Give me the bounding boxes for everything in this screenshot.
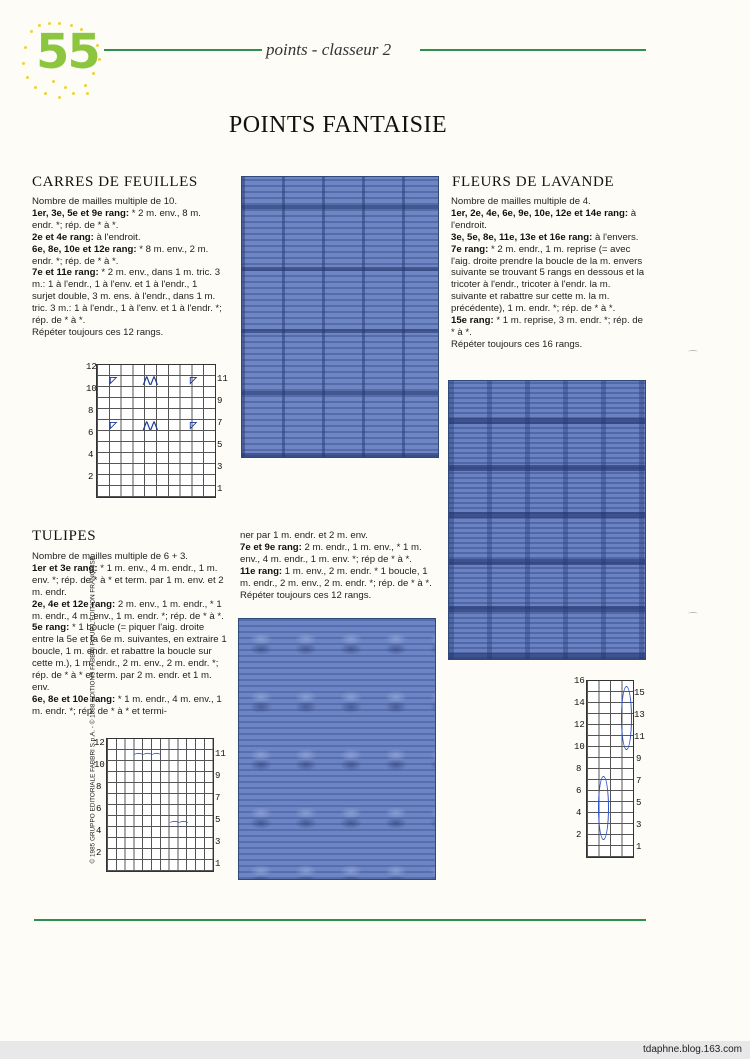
tulipes-instructions-continued [240, 530, 436, 601]
tulipes-intro: Nombre de mailles multiple de 6 + 3. [32, 551, 188, 562]
carres-title: CARRES DE FEUILLES [32, 174, 198, 190]
chart-row-number: 11 [634, 732, 645, 742]
footer-rule [34, 919, 646, 921]
fleurs-intro: Nombre de mailles multiple de 4. [451, 196, 591, 207]
chart-row-number: 4 [88, 450, 94, 460]
chart-row-number: 9 [217, 396, 223, 406]
chart-row-number: 7 [217, 418, 223, 428]
chart-row-number: 7 [636, 776, 642, 786]
tulipes-row-text: * 1 boucle (= piquer l'aig. droite entre la 5e et la 6e m. suivantes, en extraire 1 boucle, 1 m. endr. et rabattre la boucle sur cette m.), 1 m. endr., 2 m. env., 2 m. endr. *; rép. de * à * et term. par 2 m. endr. et 1 m. env. [32, 622, 227, 693]
carres-row-label: 2e et 4e rang: [32, 231, 94, 243]
chart-row-number: 7 [215, 793, 221, 803]
chart-row-number: 10 [574, 742, 585, 752]
fleurs-row-text: à l'envers. [592, 231, 639, 243]
carres-outro: Répéter toujours ces 12 rangs. [32, 326, 164, 338]
chart-row-number: 12 [86, 362, 97, 372]
binder-hole-mark [688, 350, 698, 353]
tulipes-chart [94, 736, 234, 876]
carres-instructions [32, 196, 222, 339]
fleurs-chart [574, 676, 654, 866]
fleurs-row-label: 1er, 2e, 4e, 6e, 9e, 10e, 12e et 14e rang: [451, 207, 629, 219]
page-title: POINTS FANTAISIE [228, 112, 448, 138]
tulipes-instructions [32, 551, 228, 718]
carres-row-label: 7e et 11e rang: [32, 267, 99, 279]
footer-bar [0, 1041, 750, 1059]
chart-row-number: 14 [574, 698, 585, 708]
carres-swatch-photo [241, 176, 439, 458]
chart-row-number: 6 [88, 428, 94, 438]
chart-row-number: 3 [215, 837, 221, 847]
lift-loop-symbol [598, 776, 609, 840]
chart-row-number: 5 [217, 440, 223, 450]
fleurs-row-text: à l'endroit. [451, 207, 637, 231]
chart-row-number: 6 [576, 786, 582, 796]
tulipes-row-label: 6e, 8e et 10e rang: [32, 693, 116, 705]
chart-row-number: 8 [576, 764, 582, 774]
chart-row-number: 1 [215, 859, 221, 869]
chart-row-number: 4 [576, 808, 582, 818]
decrease-symbol: ◸ [110, 420, 117, 430]
fleurs-row-label: 15e rang: [451, 315, 494, 327]
fleurs-swatch-photo [448, 380, 646, 660]
carres-row-label: 6e, 8e, 10e et 12e rang: [32, 243, 137, 255]
chart-row-number: 10 [86, 384, 97, 394]
chart-row-number: 12 [574, 720, 585, 730]
tulipes-row-label: 1er et 3e rang: [32, 562, 98, 574]
tulipes-row-label: 7e et 9e rang: [240, 541, 302, 553]
loop-symbol: ⌒⌒ [170, 821, 189, 831]
chart-row-number: 13 [634, 710, 645, 720]
header-rule-right [420, 49, 646, 51]
fleurs-title: FLEURS DE LAVANDE [452, 174, 615, 190]
tulipes-continuation: ner par 1 m. endr. et 2 m. env. [240, 530, 368, 541]
chart-row-number: 9 [636, 754, 642, 764]
chart-row-number: 3 [217, 462, 223, 472]
double-decrease-symbol: ⋀⋀ [143, 420, 158, 430]
side-copyright: © 1985 GRUPPO EDITORIALE FABBRI S.p.A. - © 1988 EDITIONS FABBRI POUR L'EDITION FRANÇAISE [89, 556, 97, 864]
decrease-symbol: ◸ [190, 375, 197, 385]
fleurs-row-text: * 1 m. reprise, 3 m. endr. *; rép. de * à *. [451, 315, 643, 338]
tulipes-row-text: 1 m. env., 2 m. endr. * 1 boucle, 1 m. endr., 2 m. env., 2 m. endr. *; rép. de * à *. [240, 565, 432, 589]
binder-hole-mark [688, 612, 698, 615]
chart-row-number: 4 [96, 826, 102, 836]
carres-row-text: * 2 m. env., 8 m. endr. *; rép. de * à *. [32, 207, 201, 231]
chart-row-number: 8 [96, 782, 102, 792]
carres-row-text: à l'endroit. [93, 231, 141, 243]
series-title: points - classeur 2 [266, 40, 392, 59]
fleurs-row-text: * 2 m. endr., 1 m. reprise (= avec l'aig. droite prendre la boucle de la m. envers suivante se trouvant 5 rangs en dessous et la tricoter à l'endr., tricoter à l'endr. la m. suivante et rabattre sur cette m. la m. précédente), 1 m. endr. *; rép. de * à *. [451, 243, 645, 315]
decrease-symbol: ◸ [110, 375, 117, 385]
tulipes-row-text: * 1 m. env., 4 m. endr., 1 m. env. *; rép. de * à * et term. par 1 m. env. et 2 m. endr. [32, 562, 224, 598]
tulipes-swatch-photo [238, 618, 436, 880]
tulipes-row-label: 11e rang: [240, 565, 283, 577]
chart-row-number: 11 [217, 374, 228, 384]
footer-watermark: tdaphne.blog.163.com [643, 1044, 742, 1055]
chart-row-number: 11 [215, 749, 226, 759]
header-rule-left [104, 49, 262, 51]
chart-row-number: 15 [634, 688, 645, 698]
chart-row-number: 3 [636, 820, 642, 830]
tulipes-title: TULIPES [32, 528, 97, 544]
tulipes-row-text: 2 m. env., 1 m. endr., * 1 m. endr., 4 m. env., 1 m. endr. *; rép. de * à *. [32, 598, 224, 622]
chart-row-number: 8 [88, 406, 94, 416]
chart-row-number: 10 [94, 760, 105, 770]
chart-row-number: 9 [215, 771, 221, 781]
fleurs-row-label: 3e, 5e, 8e, 11e, 13e et 16e rang: [451, 231, 593, 243]
carres-chart [86, 364, 236, 504]
page-number: 55 [36, 24, 99, 80]
tulipes-row-label: 2e, 4e et 12e rang: [32, 598, 116, 610]
chart-row-number: 1 [636, 842, 642, 852]
chart-row-number: 1 [217, 484, 223, 494]
tulipes-row-text: * 1 m. endr., 4 m. env., 1 m. endr. *; rép. de * à * et termi- [32, 693, 222, 717]
chart-row-number: 2 [96, 848, 102, 858]
chart-row-number: 5 [215, 815, 221, 825]
chart-row-number: 2 [576, 830, 582, 840]
loop-symbol: ⌒⌒⌒ [134, 753, 162, 763]
carres-row-label: 1er, 3e, 5e et 9e rang: [32, 207, 130, 219]
chart-row-number: 2 [88, 472, 94, 482]
lift-loop-symbol [621, 686, 632, 750]
tulipes-outro: Répéter toujours ces 12 rangs. [240, 589, 372, 601]
decrease-symbol: ◸ [190, 420, 197, 430]
fleurs-outro: Répéter toujours ces 16 rangs. [451, 338, 583, 350]
tulipes-row-label: 5e rang: [32, 622, 70, 634]
fleurs-row-label: 7e rang: [451, 243, 489, 255]
chart-row-number: 16 [574, 676, 585, 686]
chart-row-number: 5 [636, 798, 642, 808]
double-decrease-symbol: ⋀⋀ [143, 375, 158, 385]
carres-row-text: * 2 m. env., dans 1 m. tric. 3 m.: 1 à l'endr., 1 à l'env. et 1 à l'endr., 1 surjet double, 3 m. ens. à l'endr., dans 1 m. tric. 3 m.: 1 à l'endr., 1 à l'env. et 1 à l'endr. *; rép. de * à *. [32, 267, 222, 327]
tulipes-row-text: 2 m. endr., 1 m. env., * 1 m. env., 4 m. endr., 1 m. env. *; rép de * à *. [240, 541, 422, 565]
chart-row-number: 6 [96, 804, 102, 814]
fleurs-instructions [451, 196, 648, 351]
carres-row-text: * 8 m. env., 2 m. endr. *; rép. de * à *. [32, 243, 209, 267]
carres-intro: Nombre de mailles multiple de 10. [32, 196, 178, 207]
chart-row-number: 12 [94, 738, 105, 748]
